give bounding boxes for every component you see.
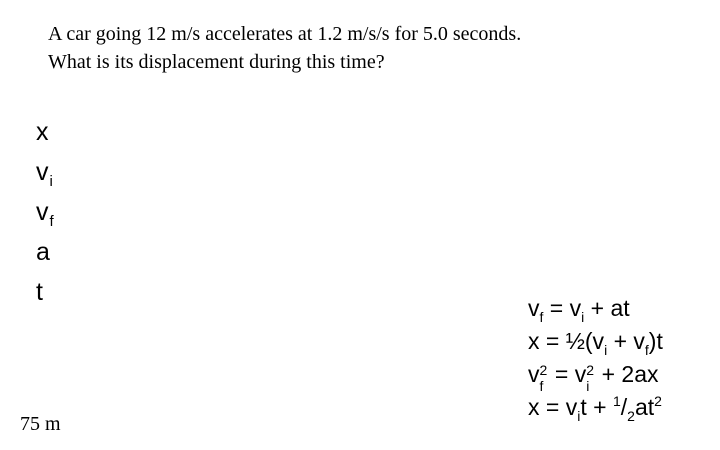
problem-line-1: A car going 12 m/s accelerates at 1.2 m/s/s for 5.0 seconds. [48, 23, 522, 45]
variable-x [36, 112, 54, 152]
equation-4 [528, 391, 663, 424]
equation-1 [528, 292, 663, 325]
variable-symbol: a [36, 238, 50, 266]
eq-sup-sub-stack [586, 358, 595, 394]
answer-text: 75 m [20, 413, 61, 435]
variable-symbol: v [36, 158, 49, 186]
eq-sup-sub-stack [539, 358, 549, 394]
variable-vi [36, 152, 54, 192]
equation-2 [528, 325, 663, 358]
eq-subscript: f [539, 378, 544, 394]
equation-3 [528, 358, 663, 394]
fraction-numerator: 1 [612, 393, 621, 409]
eq-text: = v [543, 295, 582, 321]
given-variables-list [36, 112, 54, 312]
eq-subscript: f [539, 309, 544, 325]
problem-statement [48, 20, 521, 76]
eq-text: v [528, 295, 540, 321]
eq-superscript: 2 [586, 362, 595, 378]
eq-text: = v [548, 361, 587, 387]
variable-subscript: f [49, 213, 54, 230]
eq-text: t + [580, 394, 613, 420]
variable-a [36, 232, 54, 272]
eq-subscript: i [581, 309, 585, 325]
variable-symbol: x [36, 118, 49, 146]
fraction-denominator: 2 [627, 408, 635, 424]
eq-text: x = v [528, 394, 578, 420]
eq-subscript: i [604, 342, 608, 358]
eq-text: + v [607, 328, 645, 354]
variable-t [36, 272, 54, 312]
eq-subscript: f [644, 342, 649, 358]
problem-line-2: What is its displacement during this time? [48, 51, 385, 73]
eq-text: at [634, 394, 655, 420]
variable-vf [36, 192, 54, 232]
variable-subscript: i [49, 173, 53, 190]
eq-text: v [528, 361, 540, 387]
eq-text: + at [584, 295, 630, 321]
kinematic-equations [528, 292, 663, 424]
eq-superscript: 2 [654, 393, 662, 409]
eq-subscript: i [586, 378, 590, 394]
eq-subscript: i [577, 408, 581, 424]
variable-symbol: v [36, 198, 49, 226]
fraction-slash: / [620, 394, 628, 420]
variable-symbol: t [36, 278, 43, 306]
eq-text: x = ½(v [528, 328, 605, 354]
eq-text: + 2ax [595, 361, 659, 387]
eq-superscript: 2 [539, 362, 548, 378]
eq-text: )t [648, 328, 663, 354]
